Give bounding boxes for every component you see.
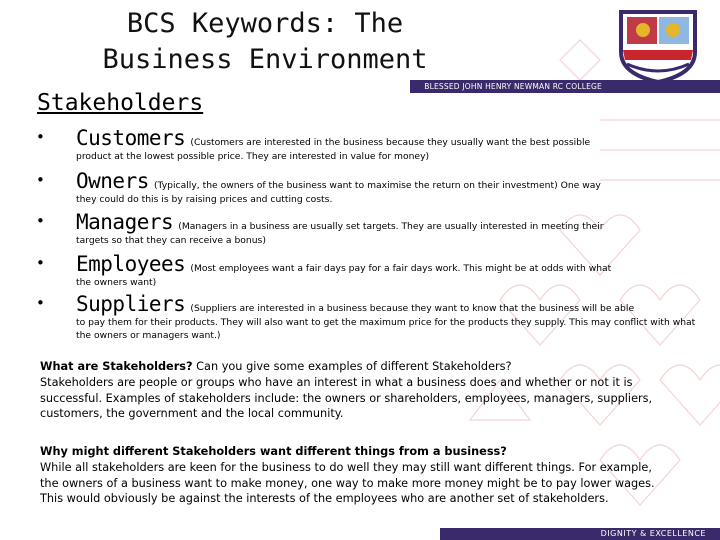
- footer-motto: DIGNITY & EXCELLENCE: [440, 528, 720, 540]
- bullet-icon: •: [36, 294, 45, 312]
- stakeholder-description: (Managers in a business are usually set targets. They are usually interested in meeting their: [178, 221, 604, 232]
- stakeholder-name: Owners: [76, 169, 149, 193]
- stakeholder-description-continued: they could do this is by raising prices and cutting costs.: [76, 194, 333, 205]
- answer-text: Stakeholders are people or groups who have an interest in what a business does and whether or not it is successful. Examples of stakeholders include: the owners or shareholders, employees, managers, suppliers, customers, the government and the local community.: [40, 375, 653, 421]
- stakeholder-description-continued: targets so that they can receive a bonus): [76, 235, 266, 246]
- answer-text: While all stakeholders are keen for the business to do well they may still want different things. For example, the owners of a business want to make money, one way to make more money might be to pay lower wages. This would obviously be against the interests of the employees who are another set of stakeholders.: [40, 460, 655, 506]
- stakeholder-name: Customers: [76, 126, 186, 150]
- qa-block-what-are-stakeholders: [40, 359, 670, 422]
- college-crest-icon: [613, 8, 703, 84]
- qa-block-different-wants: [40, 444, 670, 507]
- stakeholder-description: (Typically, the owners of the business want to maximise the return on their investment) One way: [153, 180, 601, 191]
- stakeholder-description: (Most employees want a fair days pay for a fair days work. This might be at odds with what: [190, 263, 612, 274]
- slide-title: BCS Keywords: The Business Environment: [102, 8, 428, 75]
- bullet-icon: •: [36, 171, 45, 189]
- bullet-icon: •: [36, 212, 45, 230]
- stakeholder-description-continued: the owners want): [76, 277, 157, 288]
- question-suffix: Can you give some examples of different Stakeholders?: [192, 360, 512, 373]
- stakeholder-description: (Customers are interested in the business because they usually want the best possible: [190, 137, 591, 148]
- stakeholder-name: Employees: [76, 252, 186, 276]
- stakeholder-name: Managers: [76, 210, 174, 234]
- college-banner: BLESSED JOHN HENRY NEWMAN RC COLLEGE: [410, 80, 720, 93]
- section-heading: Stakeholders: [37, 90, 204, 116]
- stakeholder-description-continued: product at the lowest possible price. They are interested in value for money): [76, 151, 430, 162]
- stakeholder-name: Suppliers: [76, 292, 186, 316]
- stakeholder-description-continued: to pay them for their products. They will also want to get the maximum price for the products they supply. This may conflict with what the owners or managers want.): [76, 317, 696, 341]
- bullet-icon: •: [36, 254, 45, 272]
- bullet-icon: •: [36, 128, 45, 146]
- stakeholder-description: (Suppliers are interested in a business because they want to know that the business will be able: [190, 303, 635, 314]
- question-text: Why might different Stakeholders want different things from a business?: [40, 445, 507, 458]
- question-text: What are Stakeholders?: [40, 360, 193, 373]
